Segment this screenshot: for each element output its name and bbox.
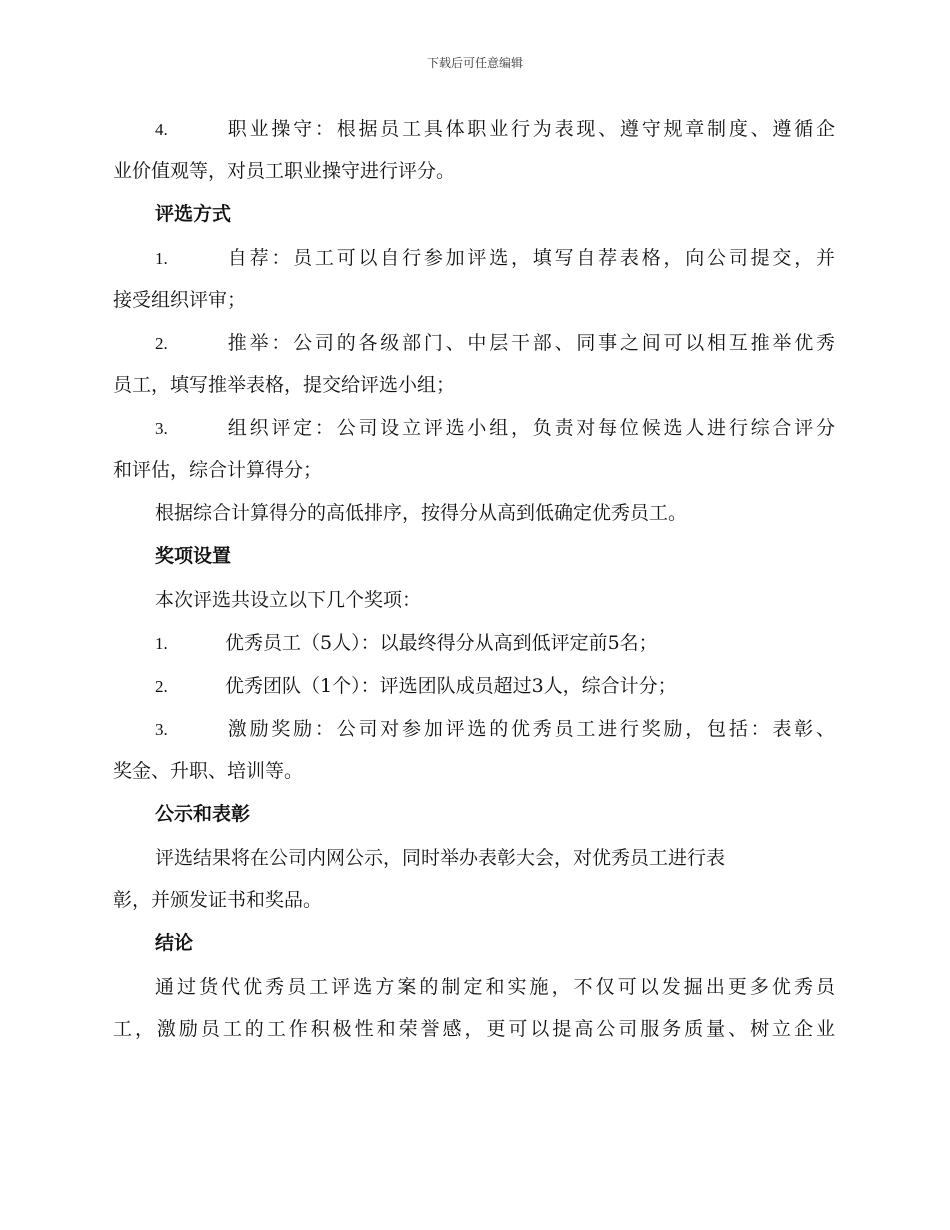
- paragraph-line: 工，激励员工的工作积极性和荣誉感，更可以提高公司服务质量、树立企业: [113, 1018, 835, 1040]
- section-heading-conclusion: 结论: [155, 932, 194, 954]
- item-number: 3.: [155, 419, 168, 438]
- item-text-cont: 业价值观等，对员工职业操守进行评分。: [113, 160, 456, 182]
- item-text: 激励奖励：公司对参加评选的优秀员工进行奖励，包括：表彰、: [225, 718, 835, 740]
- item-text: 优秀团队（1个）：评选团队成员超过3人，综合计分；: [225, 675, 677, 697]
- award-item-1: [113, 622, 835, 664]
- item-text: 组织评定：公司设立评选小组，负责对每位候选人进行综合评分: [225, 417, 835, 439]
- item-4: [113, 108, 835, 192]
- item-text-cont: 接受组织评审；: [113, 289, 247, 311]
- section-heading-method: 评选方式: [155, 203, 232, 225]
- publicity-paragraph: [113, 837, 835, 921]
- conclusion-paragraph: [113, 966, 835, 1050]
- item-number: 4.: [155, 120, 168, 139]
- paragraph-line: 评选结果将在公司内网公示，同时举办表彰大会，对优秀员工进行表: [155, 847, 726, 869]
- paragraph-line: 彰，并颁发证书和奖品。: [113, 889, 323, 911]
- award-item-3: [113, 708, 835, 792]
- item-text: 职业操守：根据员工具体职业行为表现、遵守规章制度、遵循企: [225, 118, 835, 140]
- item-text: 优秀员工（5人）：以最终得分从高到低评定前5名；: [225, 632, 658, 654]
- method-summary: 根据综合计算得分的高低排序，按得分从高到低确定优秀员工。: [155, 502, 688, 524]
- item-number: 1.: [155, 634, 168, 653]
- item-text-cont: 员工，填写推举表格，提交给评选小组；: [113, 374, 456, 396]
- item-text-cont: 奖金、升职、培训等。: [113, 760, 304, 782]
- item-text: 推举：公司的各级部门、中层干部、同事之间可以相互推举优秀: [225, 332, 835, 354]
- section-heading-publicity: 公示和表彰: [155, 803, 251, 825]
- item-number: 3.: [155, 720, 168, 739]
- item-text: 自荐：员工可以自行参加评选，填写自荐表格，向公司提交，并: [225, 247, 835, 269]
- method-item-2: [113, 322, 835, 406]
- paragraph-line: 通过货代优秀员工评选方案的制定和实施，不仅可以发掘出更多优秀员: [155, 976, 835, 998]
- item-text-cont: 和评估，综合计算得分；: [113, 459, 323, 481]
- award-item-2: [113, 665, 835, 707]
- awards-intro: 本次评选共设立以下几个奖项：: [155, 589, 422, 611]
- item-number: 1.: [155, 249, 168, 268]
- page-header: 下载后可任意编辑: [426, 56, 523, 70]
- method-item-3: [113, 407, 835, 491]
- method-item-1: [113, 237, 835, 321]
- section-heading-awards: 奖项设置: [155, 545, 232, 567]
- document-body: [113, 108, 835, 1051]
- item-number: 2.: [155, 334, 168, 353]
- item-number: 2.: [155, 677, 168, 696]
